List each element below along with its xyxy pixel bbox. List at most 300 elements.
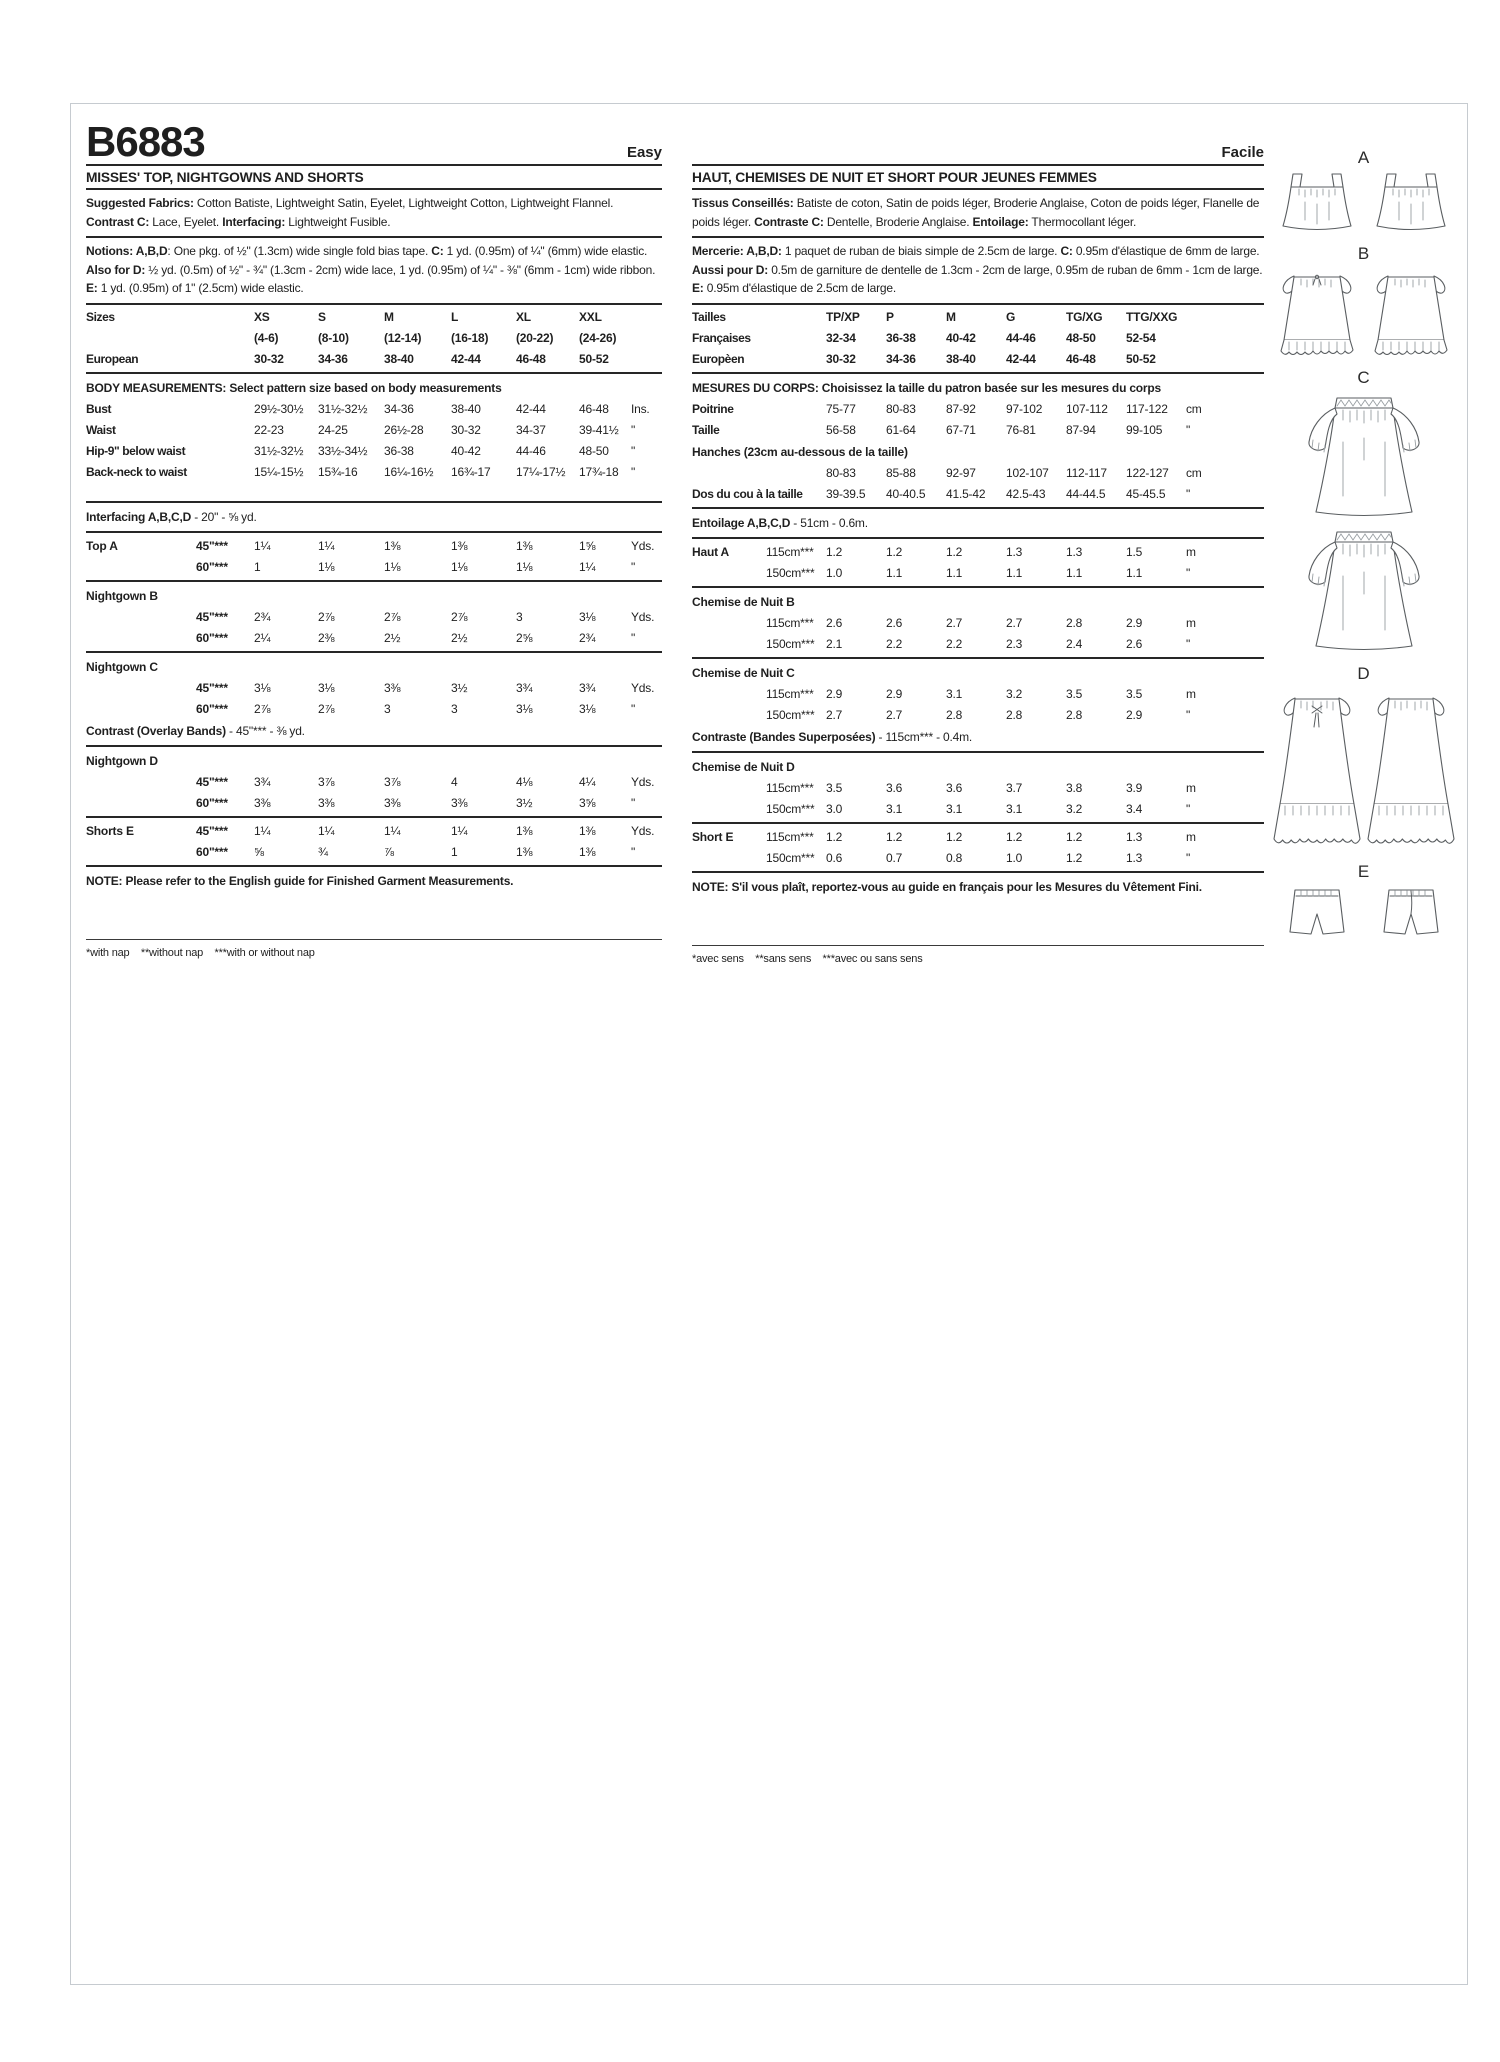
row-label: Europèen bbox=[692, 351, 745, 366]
unit-cell: m bbox=[1186, 780, 1196, 795]
unit-cell: m bbox=[1186, 829, 1196, 844]
table-row bbox=[86, 678, 662, 699]
table-row bbox=[86, 328, 662, 349]
value-cell: 3⅛ bbox=[254, 680, 271, 695]
table-section-heading: Chemise de Nuit C bbox=[692, 665, 795, 680]
table-section-heading: Hanches (23cm au-dessous de la taille) bbox=[692, 444, 908, 459]
value-cell: 31½-32½ bbox=[254, 443, 304, 458]
text-run: Cotton Batiste, Lightweight Satin, Eyelet, Lightweight Cotton, Lightweight Flannel. bbox=[193, 196, 614, 210]
value-cell: 3.7 bbox=[1006, 780, 1023, 795]
value-cell: 39-41½ bbox=[579, 422, 619, 437]
pattern-number: B6883 bbox=[86, 118, 205, 166]
value-cell: 30-32 bbox=[451, 422, 481, 437]
value-cell: 17¾-18 bbox=[579, 464, 619, 479]
value-cell: TTG/XXG bbox=[1126, 309, 1178, 324]
value-cell: 3.2 bbox=[1066, 801, 1083, 816]
value-cell: 36-38 bbox=[886, 330, 916, 345]
value-cell: 102-107 bbox=[1006, 465, 1049, 480]
value-cell: 39-39.5 bbox=[826, 486, 866, 501]
value-cell: 38-40 bbox=[384, 351, 414, 366]
value-cell: 1.2 bbox=[826, 544, 843, 559]
value-cell: 2⅞ bbox=[318, 701, 335, 716]
divider bbox=[86, 580, 662, 582]
text-bold-run: Aussi pour D: bbox=[692, 262, 769, 277]
value-cell: 26½-28 bbox=[384, 422, 424, 437]
unit-cell: cm bbox=[1186, 465, 1202, 480]
value-cell: 1⅛ bbox=[451, 559, 468, 574]
divider bbox=[692, 822, 1264, 824]
divider bbox=[692, 507, 1264, 509]
value-cell: 2½ bbox=[451, 630, 468, 645]
text-bold-run: C: bbox=[431, 244, 444, 259]
english-fabrics-paragraph bbox=[86, 190, 662, 238]
value-cell: 3.0 bbox=[826, 801, 843, 816]
value-cell: 33½-34½ bbox=[318, 443, 368, 458]
unit-cell: " bbox=[1186, 486, 1191, 501]
value-cell: 38-40 bbox=[946, 351, 976, 366]
table-row bbox=[692, 705, 1264, 726]
table-row bbox=[86, 699, 662, 720]
value-cell: 44-46 bbox=[516, 443, 546, 458]
value-cell: 3⅛ bbox=[318, 680, 335, 695]
table-row bbox=[692, 307, 1264, 328]
value-cell: 3½ bbox=[451, 680, 468, 695]
value-cell: 1⅜ bbox=[516, 538, 533, 553]
value-cell: 1.0 bbox=[826, 565, 843, 580]
value-cell: 3⅛ bbox=[579, 609, 596, 624]
table-note bbox=[86, 720, 662, 743]
value-cell: 1.1 bbox=[946, 565, 963, 580]
divider bbox=[86, 865, 662, 867]
divider bbox=[86, 501, 662, 503]
unit-cell: " bbox=[631, 844, 636, 859]
value-cell: 2.7 bbox=[1006, 615, 1023, 630]
unit-cell: " bbox=[631, 701, 636, 716]
value-cell: 76-81 bbox=[1006, 422, 1036, 437]
value-cell: 2¾ bbox=[254, 609, 271, 624]
unit-cell: Yds. bbox=[631, 774, 655, 789]
table-row bbox=[86, 842, 662, 863]
text-bold-run: Tissus Conseillés: bbox=[692, 196, 794, 210]
value-cell: 45-45.5 bbox=[1126, 486, 1166, 501]
value-cell: 3 bbox=[384, 701, 391, 716]
english-header-row bbox=[86, 118, 662, 166]
value-cell: (4-6) bbox=[254, 330, 279, 345]
text-run: - 45"*** - ⅜ yd. bbox=[225, 723, 305, 738]
value-cell: S bbox=[318, 309, 326, 324]
value-cell: 32-34 bbox=[826, 330, 856, 345]
value-cell: P bbox=[886, 309, 894, 324]
value-cell: 3.2 bbox=[1006, 686, 1023, 701]
table-row bbox=[692, 827, 1264, 848]
table-section-heading: BODY MEASUREMENTS: Select pattern size based on body measurements bbox=[86, 380, 502, 395]
value-cell: 0.7 bbox=[886, 850, 903, 865]
value-cell: 1.5 bbox=[1126, 544, 1143, 559]
row-label: Waist bbox=[86, 422, 116, 437]
value-cell: 3½ bbox=[516, 795, 533, 810]
value-cell: 2.2 bbox=[946, 636, 963, 651]
value-cell: 0.6 bbox=[826, 850, 843, 865]
text-bold-run: Contrast (Overlay Bands) bbox=[86, 723, 226, 738]
fabric-width-cell: 45"*** bbox=[196, 774, 228, 789]
table-row bbox=[86, 607, 662, 628]
text-bold-run: Suggested Fabrics: bbox=[86, 196, 194, 210]
text-run: Thermocollant léger. bbox=[1028, 214, 1137, 229]
row-label: Tailles bbox=[692, 309, 726, 324]
fabric-width-cell: 115cm*** bbox=[766, 615, 814, 630]
text-bold-run: NOTE: Please refer to the English guide for Finished Garment Measurements. bbox=[86, 873, 514, 888]
fabric-width-cell: 60"*** bbox=[196, 844, 228, 859]
value-cell: 2.2 bbox=[886, 636, 903, 651]
french-tables bbox=[692, 305, 1264, 899]
value-cell: 2.1 bbox=[826, 636, 843, 651]
garment-d-nightgown-drawing bbox=[1271, 686, 1457, 854]
value-cell: 2.4 bbox=[1066, 636, 1083, 651]
value-cell: 1.2 bbox=[1066, 829, 1083, 844]
value-cell: 0.8 bbox=[946, 850, 963, 865]
value-cell: 2½ bbox=[384, 630, 401, 645]
value-cell: 61-64 bbox=[886, 422, 916, 437]
value-cell: 3.5 bbox=[826, 780, 843, 795]
value-cell: TG/XG bbox=[1066, 309, 1103, 324]
value-cell: 3⅜ bbox=[318, 795, 335, 810]
value-cell: 34-36 bbox=[384, 401, 414, 416]
value-cell: 16¼-16½ bbox=[384, 464, 434, 479]
value-cell: 1⅜ bbox=[451, 538, 468, 553]
value-cell: 1¼ bbox=[579, 559, 596, 574]
garment-a-label: A bbox=[1357, 148, 1371, 167]
text-bold-run: Notions: A,B,D bbox=[86, 244, 168, 259]
text-run: 0.5m de garniture de dentelle de 1.3cm - 2cm de large, 0.95m de ruban de 6mm - 1cm de large. bbox=[768, 262, 1263, 277]
table-row bbox=[86, 349, 662, 370]
table-row bbox=[86, 536, 662, 557]
value-cell: 2.9 bbox=[826, 686, 843, 701]
table-section-heading: Chemise de Nuit D bbox=[692, 759, 795, 774]
unit-cell: " bbox=[1186, 707, 1191, 722]
table-row bbox=[692, 463, 1264, 484]
value-cell: 2⅞ bbox=[254, 701, 271, 716]
row-label: Françaises bbox=[692, 330, 751, 345]
unit-cell: " bbox=[1186, 565, 1191, 580]
value-cell: 1.1 bbox=[886, 565, 903, 580]
unit-cell: Yds. bbox=[631, 609, 655, 624]
divider bbox=[692, 751, 1264, 753]
value-cell: 4 bbox=[451, 774, 458, 789]
difficulty-badge-en: Easy bbox=[626, 144, 662, 161]
text-run: Lightweight Fusible. bbox=[285, 214, 391, 229]
table-row bbox=[86, 441, 662, 462]
value-cell: 2.8 bbox=[1066, 615, 1083, 630]
value-cell: 3.1 bbox=[946, 686, 963, 701]
row-label: Short E bbox=[692, 829, 734, 844]
value-cell: XS bbox=[254, 309, 270, 324]
value-cell: 1⅛ bbox=[318, 559, 335, 574]
text-bold-run: C: bbox=[1060, 244, 1073, 259]
value-cell: 107-112 bbox=[1066, 401, 1108, 416]
table-row bbox=[86, 821, 662, 842]
unit-cell: " bbox=[631, 630, 636, 645]
french-column bbox=[692, 118, 1264, 965]
table-section-heading: MESURES DU CORPS: Choisissez la taille du patron basée sur les mesures du corps bbox=[692, 380, 1162, 395]
value-cell: 3.8 bbox=[1066, 780, 1083, 795]
table-row bbox=[692, 420, 1264, 441]
value-cell: 3.5 bbox=[1066, 686, 1083, 701]
value-cell: 1.2 bbox=[1006, 829, 1023, 844]
divider bbox=[692, 871, 1264, 873]
value-cell: 1⅜ bbox=[516, 823, 533, 838]
value-cell: 3⅞ bbox=[318, 774, 335, 789]
value-cell: 2.9 bbox=[1126, 707, 1143, 722]
text-run: Batiste de coton, Satin de poids léger, Broderie Anglaise, Coton de poids léger, Flanelle de poids léger. bbox=[692, 196, 1260, 229]
text-run: Dentelle, Broderie Anglaise. bbox=[823, 214, 973, 229]
value-cell: 29½-30½ bbox=[254, 401, 304, 416]
value-cell: XXL bbox=[579, 309, 602, 324]
value-cell: 3⅜ bbox=[384, 680, 401, 695]
text-bold-run: Also for D: bbox=[86, 262, 146, 277]
value-cell: 41.5-42 bbox=[946, 486, 986, 501]
text-bold-run: Contraste C: bbox=[754, 214, 824, 229]
fabric-width-cell: 115cm*** bbox=[766, 544, 814, 559]
value-cell: 3.5 bbox=[1126, 686, 1143, 701]
divider bbox=[692, 372, 1264, 374]
garment-e-label: E bbox=[1357, 862, 1371, 881]
value-cell: XL bbox=[516, 309, 531, 324]
value-cell: 117-122 bbox=[1126, 401, 1168, 416]
row-label: Sizes bbox=[86, 309, 115, 324]
value-cell: 40-42 bbox=[451, 443, 481, 458]
value-cell: 3.6 bbox=[886, 780, 903, 795]
value-cell: 1¼ bbox=[254, 823, 271, 838]
fabric-width-cell: 115cm*** bbox=[766, 780, 814, 795]
fabric-width-cell: 45"*** bbox=[196, 680, 228, 695]
text-bold-run: NOTE: S'il vous plaît, reportez-vous au guide en français pour les Mesures du Vêtement Fini. bbox=[692, 879, 1202, 894]
table-note bbox=[86, 870, 662, 893]
value-cell: 2⅞ bbox=[384, 609, 401, 624]
row-label: Taille bbox=[692, 422, 720, 437]
fabric-width-cell: 150cm*** bbox=[766, 707, 815, 722]
value-cell: 40-42 bbox=[946, 330, 976, 345]
value-cell: 16¾-17 bbox=[451, 464, 491, 479]
unit-cell: m bbox=[1186, 686, 1196, 701]
unit-cell: " bbox=[631, 422, 636, 437]
value-cell: 1⅝ bbox=[579, 538, 596, 553]
value-cell: 1.3 bbox=[1006, 544, 1023, 559]
value-cell: M bbox=[946, 309, 956, 324]
unit-cell: cm bbox=[1186, 401, 1202, 416]
table-note bbox=[692, 726, 1264, 749]
value-cell: 75-77 bbox=[826, 401, 856, 416]
value-cell: 1.2 bbox=[946, 829, 963, 844]
text-bold-run: Entoilage A,B,C,D bbox=[692, 515, 791, 530]
table-row bbox=[86, 772, 662, 793]
row-label: Shorts E bbox=[86, 823, 134, 838]
garment-b-nightgown-drawing bbox=[1271, 266, 1457, 360]
value-cell: 3 bbox=[516, 609, 523, 624]
text-bold-run: Mercerie: A,B,D: bbox=[692, 244, 782, 259]
value-cell: 2.8 bbox=[946, 707, 963, 722]
table-section-heading: Nightgown B bbox=[86, 588, 158, 603]
row-label: Haut A bbox=[692, 544, 730, 559]
table-section-heading: Chemise de Nuit B bbox=[692, 594, 795, 609]
text-run: - 20" - ⅝ yd. bbox=[191, 509, 257, 524]
text-run: 0.95m d'élastique de 2.5cm de large. bbox=[703, 281, 896, 296]
table-row bbox=[692, 778, 1264, 799]
table-note bbox=[86, 506, 662, 529]
value-cell: 2.7 bbox=[886, 707, 903, 722]
value-cell: 1⅜ bbox=[579, 844, 596, 859]
value-cell: ¾ bbox=[318, 844, 328, 859]
value-cell: L bbox=[451, 309, 459, 324]
value-cell: 1⅛ bbox=[516, 559, 533, 574]
fabric-width-cell: 60"*** bbox=[196, 630, 228, 645]
table-row bbox=[692, 328, 1264, 349]
value-cell: 97-102 bbox=[1006, 401, 1043, 416]
text-run: 1 yd. (0.95m) of ¼" (6mm) wide elastic. bbox=[443, 244, 648, 259]
value-cell: 67-71 bbox=[946, 422, 976, 437]
value-cell: 1¼ bbox=[254, 538, 271, 553]
table-row bbox=[692, 848, 1264, 869]
text-bold-run: Entoilage: bbox=[972, 214, 1029, 229]
value-cell: 3.1 bbox=[946, 801, 963, 816]
value-cell: 36-38 bbox=[384, 443, 414, 458]
divider bbox=[86, 816, 662, 818]
divider bbox=[86, 372, 662, 374]
value-cell: 2.8 bbox=[1006, 707, 1023, 722]
unit-cell: " bbox=[631, 795, 636, 810]
unit-cell: Ins. bbox=[631, 401, 650, 416]
value-cell: 112-117 bbox=[1066, 465, 1107, 480]
unit-cell: " bbox=[1186, 636, 1191, 651]
fabric-width-cell: 150cm*** bbox=[766, 801, 815, 816]
table-row bbox=[692, 349, 1264, 370]
fabric-width-cell: 45"*** bbox=[196, 609, 228, 624]
text-run: - 51cm - 0.6m. bbox=[790, 515, 868, 530]
value-cell: ⅞ bbox=[384, 844, 394, 859]
fabric-width-cell: 60"*** bbox=[196, 795, 228, 810]
value-cell: (16-18) bbox=[451, 330, 489, 345]
value-cell: 3⅛ bbox=[516, 701, 533, 716]
value-cell: 15¼-15½ bbox=[254, 464, 304, 479]
value-cell: 87-94 bbox=[1066, 422, 1096, 437]
value-cell: 85-88 bbox=[886, 465, 916, 480]
value-cell: 3⅞ bbox=[384, 774, 401, 789]
value-cell: 80-83 bbox=[826, 465, 856, 480]
unit-cell: m bbox=[1186, 544, 1196, 559]
garment-d-label: D bbox=[1357, 664, 1371, 683]
value-cell: (8-10) bbox=[318, 330, 349, 345]
table-row bbox=[86, 628, 662, 649]
value-cell: 31½-32½ bbox=[318, 401, 368, 416]
value-cell: 1.3 bbox=[1066, 544, 1083, 559]
value-cell: 2.6 bbox=[826, 615, 843, 630]
value-cell: 92-97 bbox=[946, 465, 976, 480]
value-cell: 46-48 bbox=[516, 351, 546, 366]
value-cell: 3⅜ bbox=[254, 795, 271, 810]
table-note bbox=[692, 512, 1264, 535]
value-cell: ⅝ bbox=[254, 844, 264, 859]
value-cell: 1.2 bbox=[1066, 850, 1083, 865]
value-cell: 46-48 bbox=[579, 401, 609, 416]
value-cell: 30-32 bbox=[826, 351, 856, 366]
value-cell: 46-48 bbox=[1066, 351, 1096, 366]
difficulty-badge-fr: Facile bbox=[1221, 144, 1264, 161]
value-cell: 87-92 bbox=[946, 401, 976, 416]
text-bold-run: Contraste (Bandes Superposées) bbox=[692, 729, 876, 744]
text-bold-run: E: bbox=[86, 281, 98, 296]
unit-cell: Yds. bbox=[631, 823, 655, 838]
value-cell: 1.1 bbox=[1066, 565, 1083, 580]
unit-cell: " bbox=[631, 443, 636, 458]
text-run: 0.95m d'élastique de 6mm de large. bbox=[1072, 244, 1260, 259]
value-cell: 2⅞ bbox=[318, 609, 335, 624]
value-cell: 42-44 bbox=[451, 351, 481, 366]
value-cell: 2.3 bbox=[1006, 636, 1023, 651]
value-cell: 30-32 bbox=[254, 351, 284, 366]
table-row bbox=[692, 399, 1264, 420]
unit-cell: " bbox=[1186, 422, 1191, 437]
table-row bbox=[692, 613, 1264, 634]
row-label: Top A bbox=[86, 538, 118, 553]
value-cell: 1.1 bbox=[1006, 565, 1023, 580]
value-cell: 3¾ bbox=[516, 680, 533, 695]
value-cell: 44-44.5 bbox=[1066, 486, 1106, 501]
value-cell: 15¾-16 bbox=[318, 464, 358, 479]
text-bold-run: Interfacing A,B,C,D bbox=[86, 509, 192, 524]
text-bold-run: E: bbox=[692, 281, 704, 296]
value-cell: 1.2 bbox=[826, 829, 843, 844]
value-cell: (12-14) bbox=[384, 330, 422, 345]
value-cell: 3¾ bbox=[254, 774, 271, 789]
value-cell: 122-127 bbox=[1126, 465, 1169, 480]
value-cell: (20-22) bbox=[516, 330, 554, 345]
unit-cell: Yds. bbox=[631, 538, 655, 553]
divider bbox=[692, 537, 1264, 539]
value-cell: 1.0 bbox=[1006, 850, 1023, 865]
value-cell: TP/XP bbox=[826, 309, 860, 324]
value-cell: 3.4 bbox=[1126, 801, 1143, 816]
fabric-width-cell: 60"*** bbox=[196, 559, 228, 574]
row-label: Hip-9" below waist bbox=[86, 443, 186, 458]
value-cell: 34-37 bbox=[516, 422, 546, 437]
fabric-width-cell: 45"*** bbox=[196, 538, 228, 553]
text-run: Lace, Eyelet. bbox=[149, 214, 223, 229]
value-cell: 3.1 bbox=[1006, 801, 1023, 816]
value-cell: 1.2 bbox=[886, 544, 903, 559]
value-cell: 1 bbox=[254, 559, 261, 574]
table-note bbox=[692, 876, 1264, 899]
divider bbox=[86, 745, 662, 747]
table-row bbox=[86, 557, 662, 578]
english-column bbox=[86, 118, 662, 959]
value-cell: 3⅜ bbox=[384, 795, 401, 810]
value-cell: 2.8 bbox=[1066, 707, 1083, 722]
english-footnote-block bbox=[86, 939, 662, 959]
fabric-width-cell: 150cm*** bbox=[766, 565, 815, 580]
value-cell: 1.3 bbox=[1126, 829, 1143, 844]
value-cell: 1.1 bbox=[1126, 565, 1143, 580]
value-cell: 2.7 bbox=[826, 707, 843, 722]
value-cell: 42-44 bbox=[516, 401, 546, 416]
value-cell: 1.2 bbox=[886, 829, 903, 844]
value-cell: 2⅜ bbox=[318, 630, 335, 645]
value-cell: 3⅜ bbox=[451, 795, 468, 810]
english-tables bbox=[86, 305, 662, 893]
fabric-width-cell: 45"*** bbox=[196, 823, 228, 838]
value-cell: 42.5-43 bbox=[1006, 486, 1046, 501]
text-bold-run: Contrast C: bbox=[86, 214, 150, 229]
value-cell: 80-83 bbox=[886, 401, 916, 416]
text-run: 1 paquet de ruban de biais simple de 2.5cm de large. bbox=[781, 244, 1061, 259]
